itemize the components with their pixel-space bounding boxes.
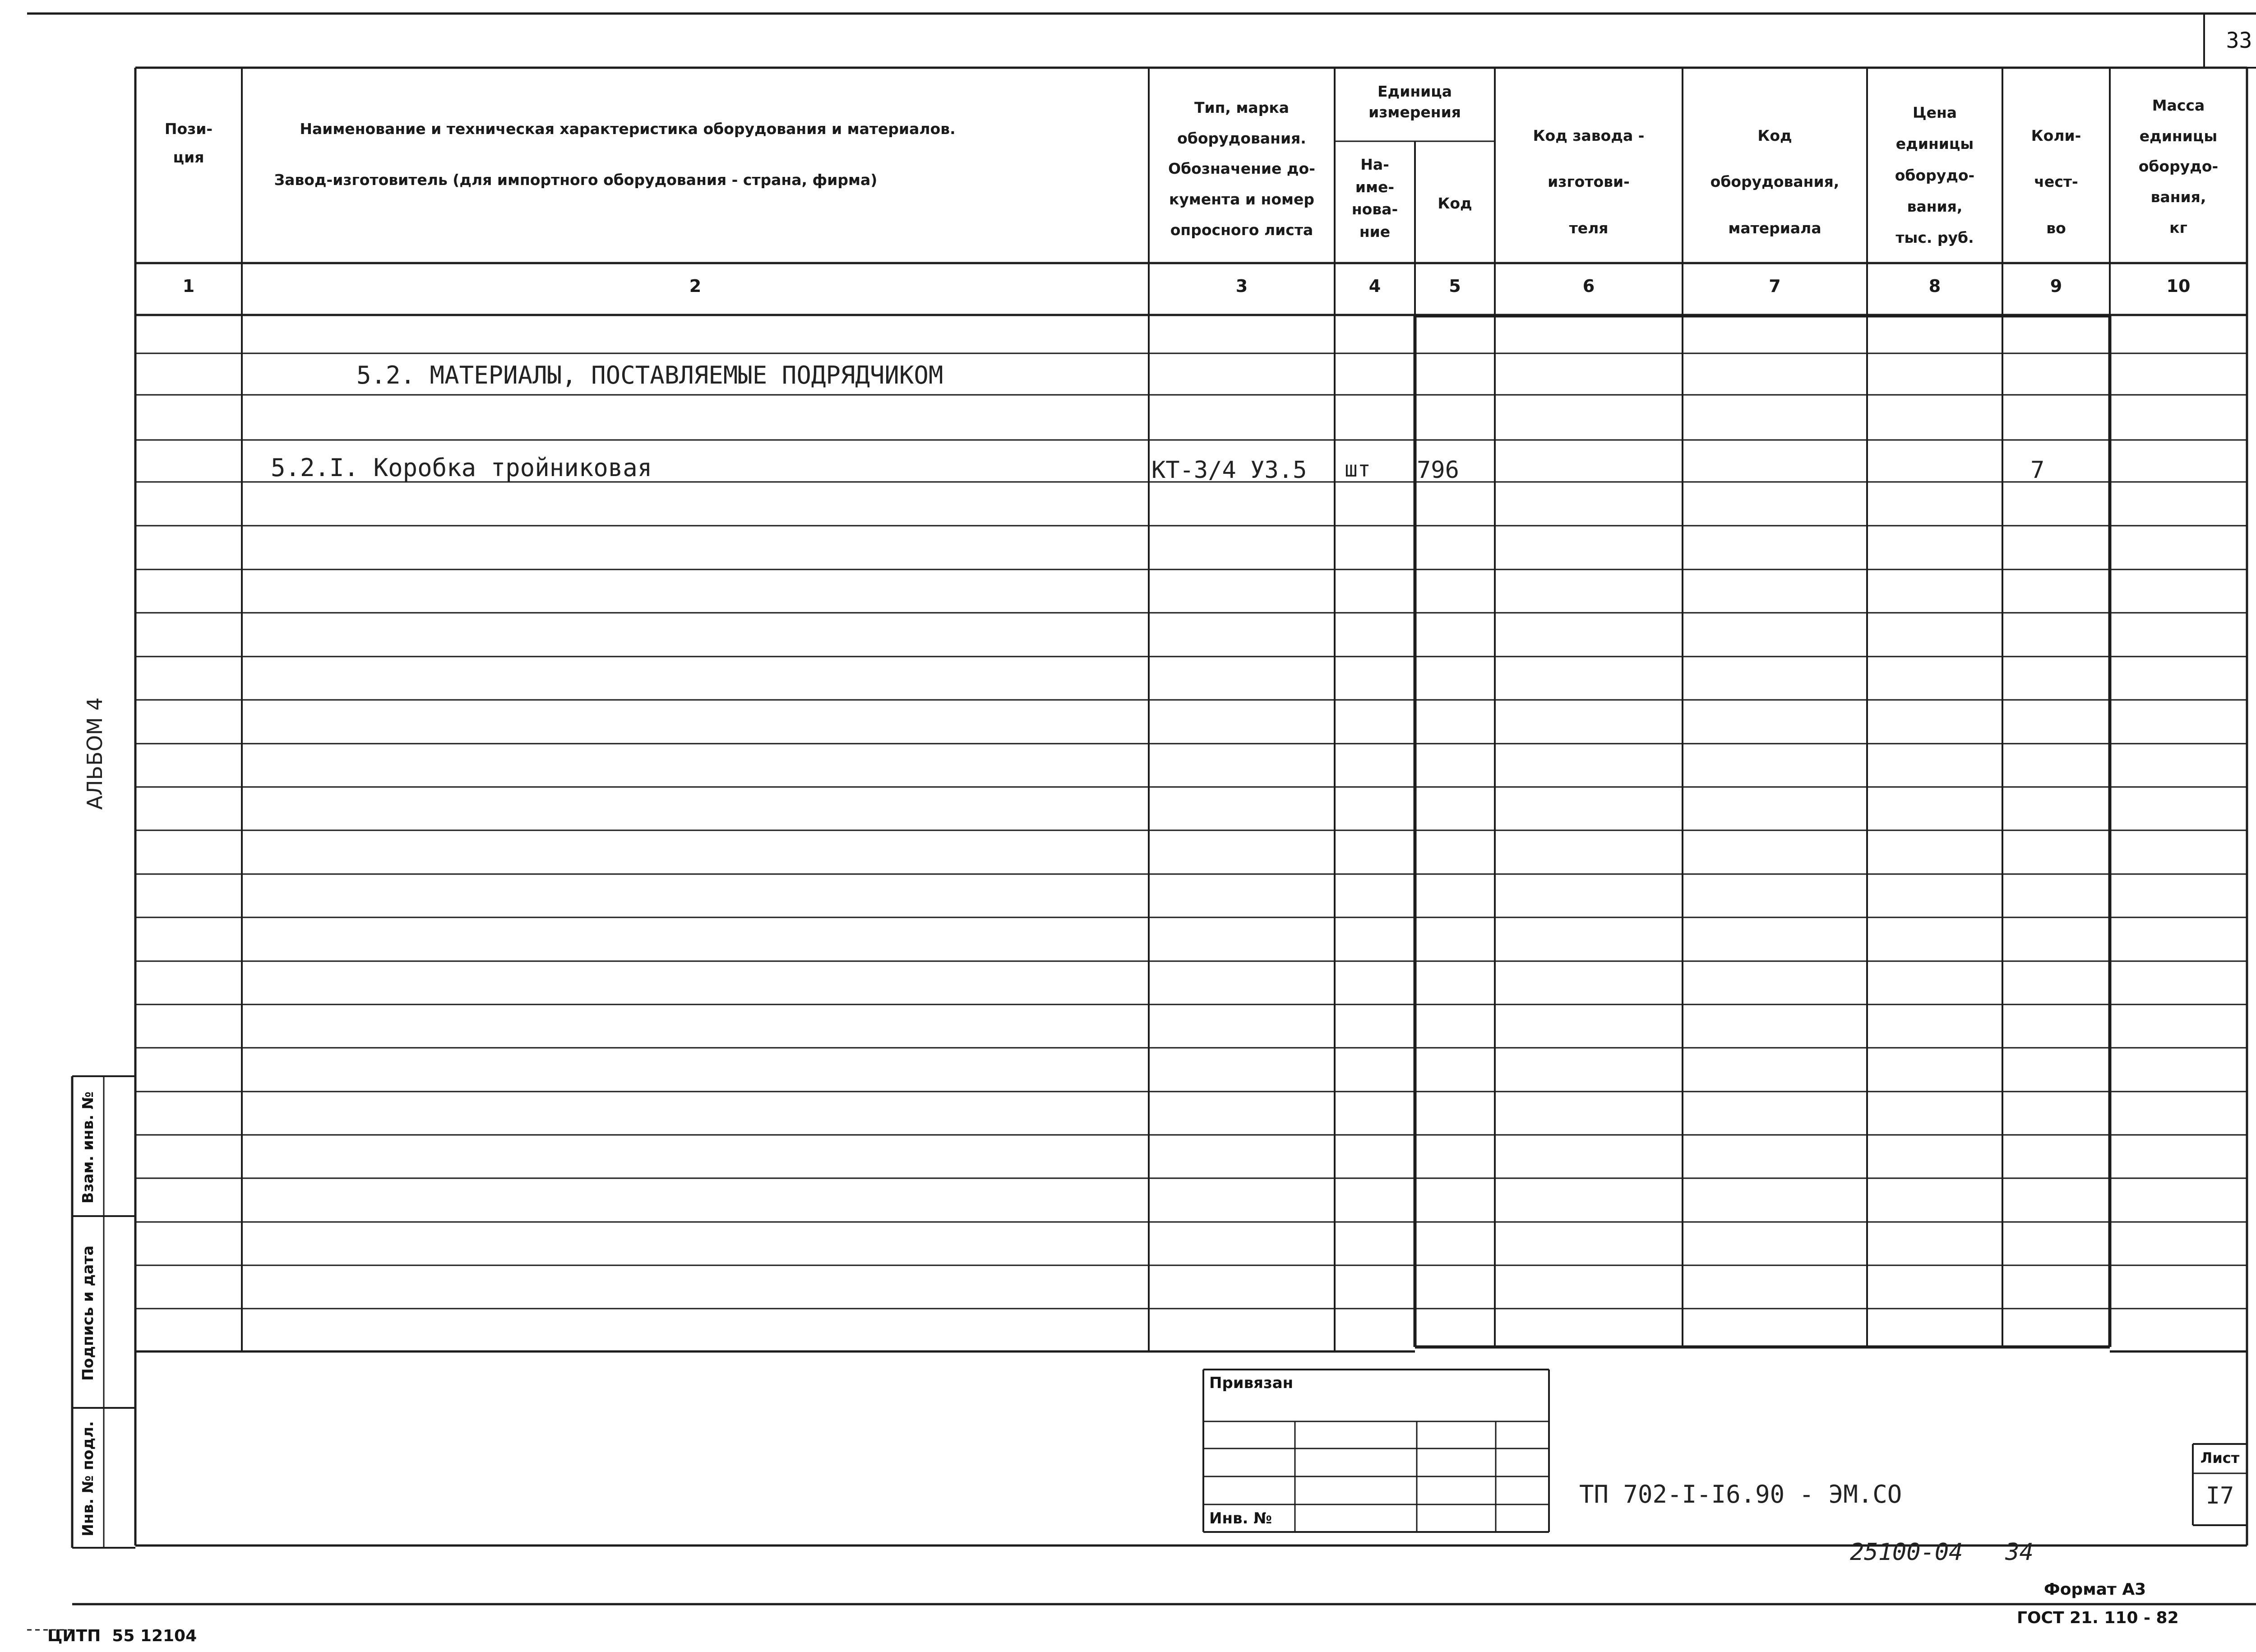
item-unit: шт xyxy=(1345,457,1371,482)
colnum-6: 6 xyxy=(1582,276,1595,296)
colnum-3: 3 xyxy=(1235,276,1248,296)
podpis-data-label: Подпись и дата xyxy=(79,1245,97,1381)
item-type: КТ-3/4 УЗ.5 xyxy=(1151,457,1307,484)
format-label: Формат А3 xyxy=(2044,1580,2146,1599)
header-unit-name: На- име- нова- ние xyxy=(1351,156,1398,241)
header-name-line2: Завод-изготовитель (для импортного оборудования - страна, фирма) xyxy=(274,171,878,189)
colnum-1: 1 xyxy=(182,276,195,296)
sheet-label: Лист xyxy=(2200,1449,2240,1467)
colnum-2: 2 xyxy=(689,276,702,296)
page-number: 33 xyxy=(2226,28,2252,53)
colnum-9: 9 xyxy=(2050,276,2062,296)
item-unit-code: 796 xyxy=(1417,457,1459,484)
inv-no-label: Инв. № xyxy=(1209,1509,1272,1527)
colnum-10: 10 xyxy=(2166,276,2191,296)
header-type: Тип, марка оборудования. Обозначение до- кумента и номер опросного листа xyxy=(1168,99,1315,239)
header-name-line1: Наименование и техническая характеристика оборудования и материалов. xyxy=(300,120,956,138)
colnum-5: 5 xyxy=(1449,276,1461,296)
colnum-7: 7 xyxy=(1769,276,1781,296)
privyazan-label: Привязан xyxy=(1209,1374,1294,1392)
gost-label: ГОСТ 21. 110 - 82 xyxy=(2017,1609,2179,1627)
header-factory-code: Код завода - изготови- теля xyxy=(1533,127,1645,237)
sheet-number: I7 xyxy=(2205,1482,2234,1509)
colnum-8: 8 xyxy=(1928,276,1941,296)
document-code: ТП 702-I-I6.90 - ЭМ.СО xyxy=(1579,1480,1902,1509)
section-title: 5.2. МАТЕРИАЛЫ, ПОСТАВЛЯЕМЫЕ ПОДРЯДЧИКОМ xyxy=(356,361,943,389)
vzam-inv-label: Взам. инв. № xyxy=(79,1091,97,1204)
header-unit-price: Цена единицы оборудо- вания, тыс. руб. xyxy=(1895,104,1975,247)
header-unit-group: Единица измерения xyxy=(1368,83,1461,121)
item-name: 5.2.I. Коробка тройниковая xyxy=(271,453,652,482)
colnum-4: 4 xyxy=(1368,276,1381,296)
inv-podl-label: Инв. № подл. xyxy=(79,1421,97,1536)
header-equipment-code: Код оборудования, материала xyxy=(1710,127,1840,237)
stamp-label: ЦИТП 55 12104 xyxy=(47,1627,197,1645)
handwritten-note: 25100-04 34 xyxy=(1850,1539,2034,1566)
header-unit-code: Код xyxy=(1438,194,1472,212)
header-quantity: Коли- чест- во xyxy=(2031,127,2081,237)
album-label: АЛЬБОМ 4 xyxy=(83,697,107,810)
header-mass: Масса единицы оборудо- вания, кг xyxy=(2138,97,2219,236)
item-quantity: 7 xyxy=(2030,457,2045,484)
header-position: Пози- ция xyxy=(164,120,213,166)
